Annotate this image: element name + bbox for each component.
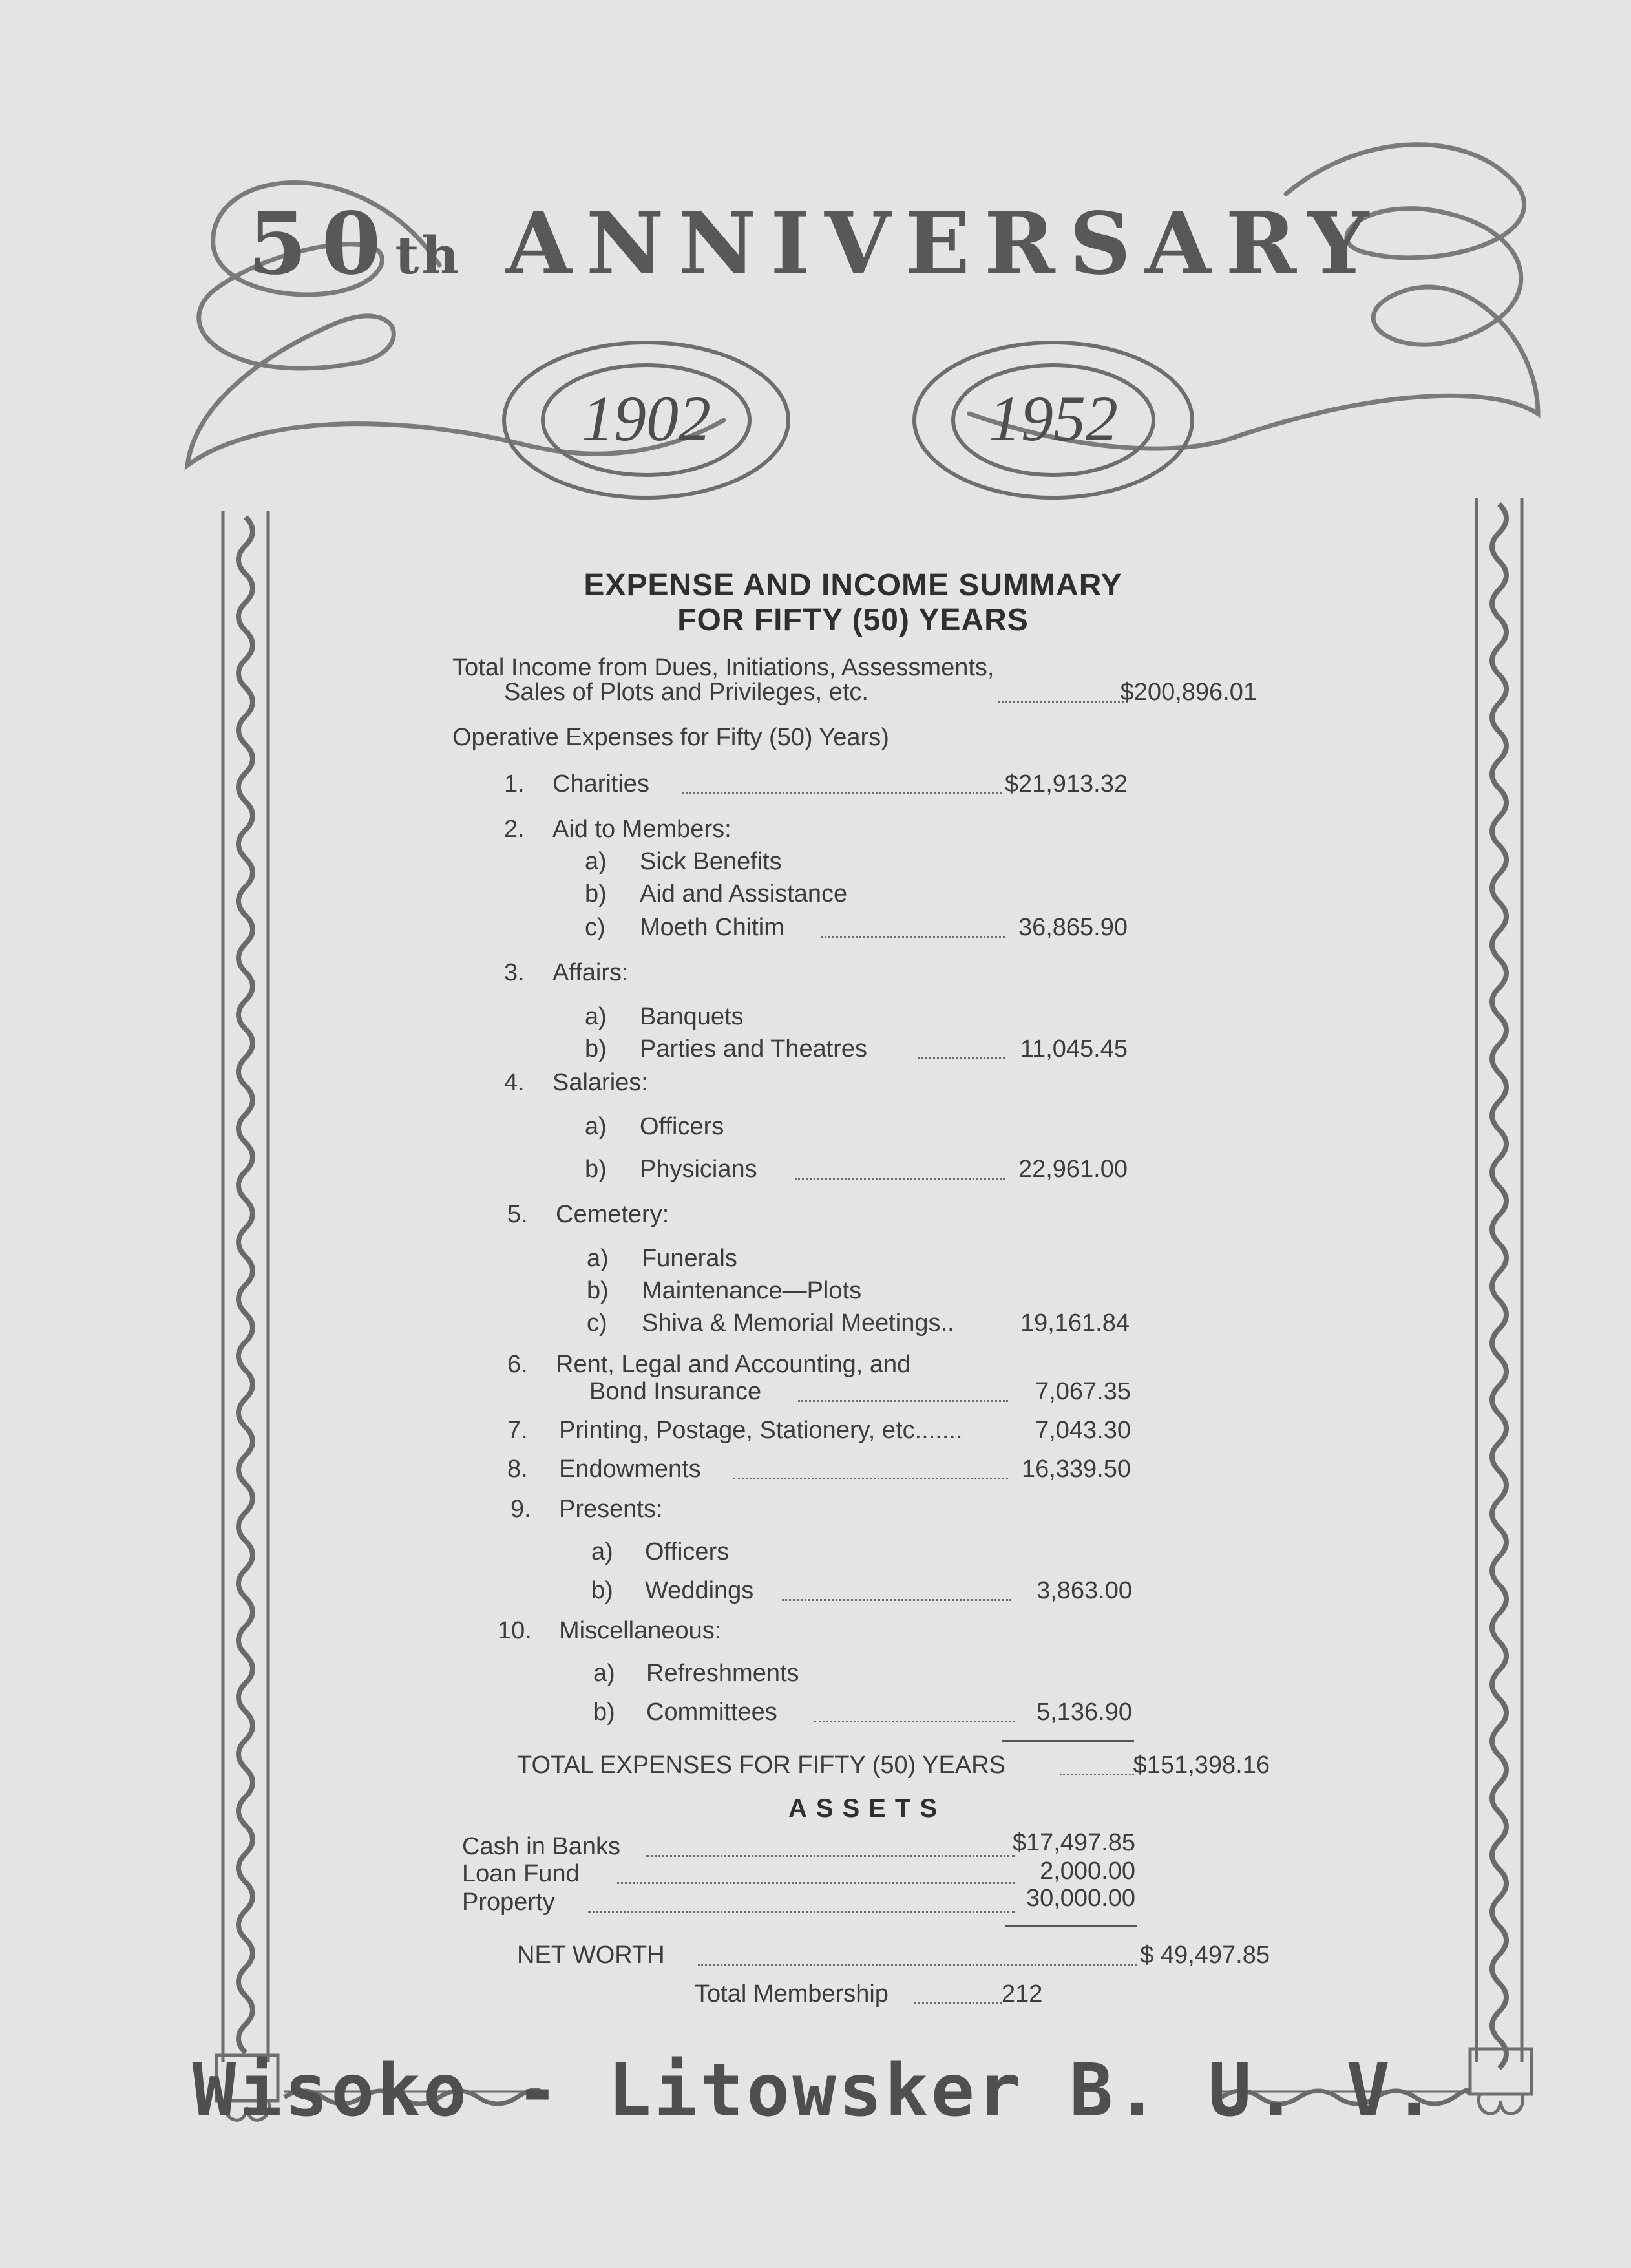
item-10a-key: a) (593, 1660, 615, 1687)
item-4b-label: Physicians (640, 1156, 757, 1183)
item-10-amount: 5,136.90 (1036, 1699, 1132, 1726)
item-10b-key: b) (593, 1699, 615, 1726)
item-7-label: Printing, Postage, Stationery, etc....... (559, 1417, 963, 1444)
assets-heading: ASSETS (788, 1794, 947, 1823)
item-1-number: 1. (504, 770, 525, 798)
loan-fund-label: Loan Fund (462, 1860, 580, 1887)
item-2b-label: Aid and Assistance (640, 880, 848, 907)
item-6-label-line1: Rent, Legal and Accounting, and (556, 1351, 911, 1378)
item-5-label: Cemetery: (556, 1201, 669, 1228)
item-9-label: Presents: (559, 1496, 663, 1523)
item-10-label: Miscellaneous: (559, 1617, 722, 1644)
item-9b-key: b) (591, 1577, 613, 1604)
item-9a-label: Officers (645, 1538, 730, 1565)
item-2a-label: Sick Benefits (640, 848, 782, 875)
item-5a-label: Funerals (642, 1245, 737, 1272)
subtotal-rule (1002, 1740, 1134, 1742)
item-3-amount: 11,045.45 (1020, 1035, 1128, 1063)
item-5b-key: b) (587, 1277, 609, 1304)
membership-value: 212 (1002, 1980, 1043, 2008)
item-5-number: 5. (507, 1201, 528, 1228)
item-7-number: 7. (507, 1417, 528, 1444)
year-end: 1952 (989, 383, 1118, 454)
item-4-label: Salaries: (552, 1069, 648, 1096)
item-4b-key: b) (585, 1156, 607, 1183)
item-9a-key: a) (591, 1538, 613, 1565)
anniversary-suffix: th (395, 225, 462, 286)
income-amount: $200,896.01 (1120, 679, 1257, 706)
cash-in-banks-label: Cash in Banks (462, 1833, 621, 1860)
item-9-amount: 3,863.00 (1036, 1577, 1132, 1604)
item-2b-key: b) (585, 880, 607, 907)
item-10a-label: Refreshments (646, 1660, 799, 1687)
membership-label: Total Membership (695, 1980, 889, 2008)
property-amount: 30,000.00 (1026, 1885, 1135, 1912)
assets-total-rule (1005, 1925, 1137, 1927)
item-9-number: 9. (510, 1496, 531, 1523)
summary-title-line2: FOR FIFTY (50) YEARS (677, 603, 1029, 637)
anniversary-title (0, 194, 1631, 294)
item-3b-key: b) (585, 1035, 607, 1063)
organization-name: Wisoko - Litowsker B. U. V. (192, 2049, 1439, 2133)
item-5b-label: Maintenance—Plots (642, 1277, 862, 1304)
item-2c-label: Moeth Chitim (640, 914, 784, 941)
item-3a-label: Banquets (640, 1003, 744, 1030)
item-2a-key: a) (585, 848, 607, 875)
item-10b-label: Committees (646, 1699, 777, 1726)
net-worth-label: NET WORTH (517, 1942, 665, 1969)
anniversary-word: ANNIVERSARY (505, 194, 1384, 294)
item-4a-label: Officers (640, 1113, 724, 1140)
item-7-amount: 7,043.30 (1035, 1417, 1131, 1444)
expenses-intro: Operative Expenses for Fifty (50) Years) (452, 724, 889, 751)
loan-fund-amount: 2,000.00 (1040, 1858, 1135, 1885)
cash-in-banks-amount: $17,497.85 (1012, 1829, 1135, 1856)
year-start: 1902 (582, 383, 711, 454)
income-label-line1: Total Income from Dues, Initiations, Assessments, (452, 654, 994, 681)
anniversary-number: 50 (247, 194, 395, 294)
income-label-line2: Sales of Plots and Privileges, etc. (504, 679, 868, 706)
item-3b-label: Parties and Theatres (640, 1035, 868, 1063)
net-worth-amount: $ 49,497.85 (1140, 1942, 1270, 1969)
item-1-amount: $21,913.32 (1004, 770, 1128, 798)
item-3-label: Affairs: (552, 959, 629, 986)
item-1-label: Charities (552, 770, 649, 798)
item-4a-key: a) (585, 1113, 607, 1140)
item-9b-label: Weddings (645, 1577, 754, 1604)
item-6-number: 6. (507, 1351, 528, 1378)
item-3a-key: a) (585, 1003, 607, 1030)
right-wavy-border (1492, 504, 1506, 2068)
total-expenses-amount: $151,398.16 (1133, 1752, 1270, 1779)
item-5c-key: c) (587, 1309, 607, 1337)
item-5c-label: Shiva & Memorial Meetings.. (642, 1309, 954, 1337)
item-4-number: 4. (504, 1069, 525, 1096)
item-2-number: 2. (504, 816, 525, 843)
property-label: Property (462, 1889, 555, 1916)
item-6-amount: 7,067.35 (1035, 1378, 1131, 1405)
left-wavy-border (238, 517, 253, 2053)
item-10-number: 10. (498, 1617, 532, 1644)
item-6-label-line2: Bond Insurance (589, 1378, 762, 1405)
item-5-amount: 19,161.84 (1020, 1309, 1130, 1337)
item-8-amount: 16,339.50 (1021, 1456, 1131, 1483)
item-2-label: Aid to Members: (552, 816, 731, 843)
item-8-label: Endowments (559, 1456, 701, 1483)
item-4-amount: 22,961.00 (1018, 1156, 1128, 1183)
summary-title-line1: EXPENSE AND INCOME SUMMARY (584, 568, 1122, 602)
item-2-amount: 36,865.90 (1018, 914, 1128, 941)
item-5a-key: a) (587, 1245, 609, 1272)
item-2c-key: c) (585, 914, 605, 941)
item-8-number: 8. (507, 1456, 528, 1483)
total-expenses-label: TOTAL EXPENSES FOR FIFTY (50) YEARS (517, 1752, 1005, 1779)
item-3-number: 3. (504, 959, 525, 986)
